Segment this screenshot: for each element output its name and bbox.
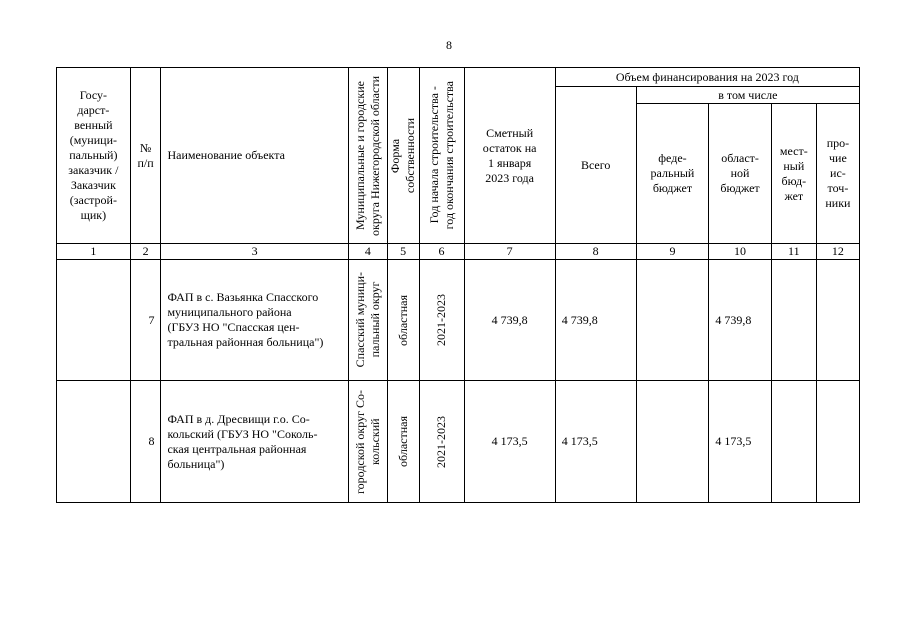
column-number: 6	[419, 244, 464, 260]
header-years-text: Год начала строительства - год окончания строительства	[426, 81, 456, 230]
row-years-text: 2021-2023	[434, 415, 449, 468]
row-customer	[57, 260, 131, 381]
row-federal	[636, 260, 709, 381]
header-total: Всего	[555, 87, 636, 244]
header-funding: Объем финансирования на 2023 год	[555, 68, 859, 87]
column-number: 10	[709, 244, 771, 260]
column-number: 9	[636, 244, 709, 260]
header-ownership-text: Форма собственности	[388, 117, 418, 194]
row-local	[771, 260, 816, 381]
row-ownership-text: областная	[395, 294, 410, 346]
row-total: 4 173,5	[555, 381, 636, 503]
row-federal	[636, 381, 709, 503]
row-number: 7	[130, 260, 161, 381]
column-number: 2	[130, 244, 161, 260]
page-number: 8	[446, 38, 452, 52]
header-federal: феде- ральный бюджет	[636, 104, 709, 244]
row-regional: 4 173,5	[709, 381, 771, 503]
row-years	[419, 260, 464, 381]
table-row	[57, 260, 860, 381]
row-object-name: ФАП в д. Дресвищи г.о. Со- кольский (ГБУЗ НО "Соколь- ская центральная районная больница")	[161, 381, 348, 503]
financing-table	[56, 67, 860, 503]
header-municipal	[348, 68, 387, 244]
row-estimate: 4 173,5	[464, 381, 555, 503]
row-object-name: ФАП в с. Вазьянка Спасского муниципального района (ГБУЗ НО "Спасская цен- тральная районная больница")	[161, 260, 348, 381]
row-other	[816, 381, 859, 503]
row-municipal	[348, 381, 387, 503]
header-ownership	[387, 68, 419, 244]
header-customer: Госу- дарст- венный (муници- пальный) заказчик / Заказчик (застрой- щик)	[57, 68, 131, 244]
column-number: 8	[555, 244, 636, 260]
header-years	[419, 68, 464, 244]
column-number: 11	[771, 244, 816, 260]
header-local: мест- ный бюд- жет	[771, 104, 816, 244]
header-estimate: Сметный остаток на 1 января 2023 года	[464, 68, 555, 244]
row-ownership	[387, 260, 419, 381]
row-estimate: 4 739,8	[464, 260, 555, 381]
header-other: про- чие ис- точ- ники	[816, 104, 859, 244]
table-row	[57, 381, 860, 503]
column-number: 12	[816, 244, 859, 260]
column-number: 5	[387, 244, 419, 260]
row-other	[816, 260, 859, 381]
header-regional: област- ной бюджет	[709, 104, 771, 244]
row-customer	[57, 381, 131, 503]
row-ownership-text: областная	[395, 416, 410, 467]
column-number: 3	[161, 244, 348, 260]
row-local	[771, 381, 816, 503]
header-including: в том числе	[636, 87, 859, 104]
row-municipal-text: Спасский муници- пальный округ	[352, 272, 382, 368]
row-total: 4 739,8	[555, 260, 636, 381]
row-years-text: 2021-2023	[434, 294, 449, 346]
row-municipal	[348, 260, 387, 381]
column-number: 7	[464, 244, 555, 260]
row-regional: 4 739,8	[709, 260, 771, 381]
row-years	[419, 381, 464, 503]
row-number: 8	[130, 381, 161, 503]
column-number: 1	[57, 244, 131, 260]
row-municipal-text: городской округ Со- кольский	[352, 389, 382, 494]
row-ownership	[387, 381, 419, 503]
header-object-name: Наименование объекта	[161, 68, 348, 244]
header-number: № п/п	[130, 68, 161, 244]
column-number: 4	[348, 244, 387, 260]
header-municipal-text: Муниципальные и городские округа Нижегородской области	[352, 75, 382, 236]
